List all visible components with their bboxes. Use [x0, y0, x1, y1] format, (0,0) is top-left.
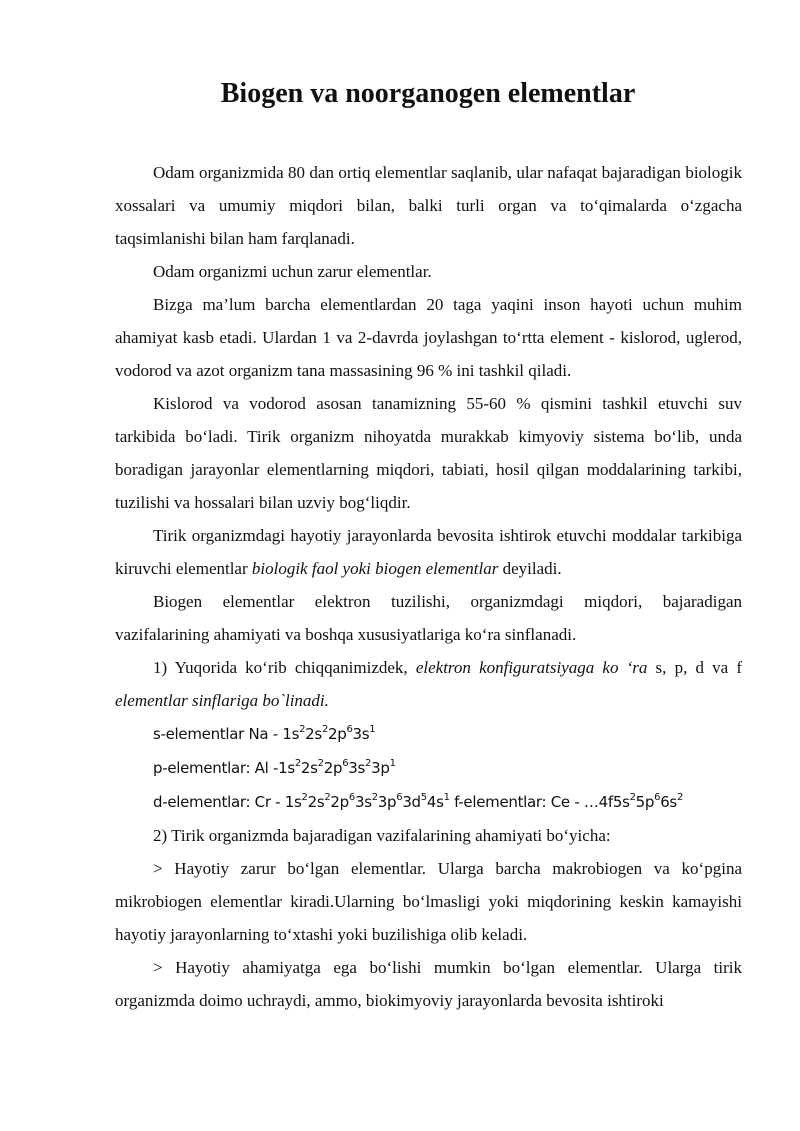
paragraph-biogen-definition: Tirik organizmdagi hayotiy jarayonlarda bevosita ishtirok etuvchi moddalar tarkibiga kiruvchi elementlar biologik faol yoki biogen elementlar deyiladi. — [115, 526, 742, 578]
paragraph-subheading: Odam organizmi uchun zarur elementlar. — [153, 262, 432, 281]
paragraph-essential-elements: Bizga ma’lum barcha elementlardan 20 taga yaqini inson hayoti uchun muhim ahamiyat kasb etadi. Ulardan 1 va 2-davrda joylashgan to‘rtta element - kislorod, uglerod, vodorod va azot organizm tana massasining 96 % ini tashkil qiladi. — [115, 295, 742, 380]
paragraph-function-classification: 2) Tirik organizmda bajaradigan vazifalarining ahamiyati bo‘yicha: — [153, 826, 611, 845]
page-title: Biogen va noorganogen elementlar — [220, 78, 636, 109]
paragraph-oxygen-hydrogen: Kislorod va vodorod asosan tanamizning 55-60 % qismini tashkil etuvchi suv tarkibida bo‘ladi. Tirik organizm nihoyatda murakkab kimyoviy sistema bo‘lib, unda boradigan jarayonlar elementlarning miqdori, tabiati, hosil qilgan moddalarining tarkibi, tuzilishi va hossalari bilan uzviy bog‘liqdir. — [115, 394, 742, 512]
config-s-elements: s-elementlar Na - $1s^22s^22p^63s^1$ — [153, 724, 376, 743]
paragraph-classification: Biogen elementlar elektron tuzilishi, organizmdagi miqdori, bajaradigan vazifalarining ahamiyati va boshqa xususiyatlariga ko‘ra sinflanadi. — [115, 592, 742, 644]
paragraph-possibly-vital-elements: > Hayotiy ahamiyatga ega bo‘lishi mumkin bo‘lgan elementlar. Ularga tirik organizmda doimo uchraydi, ammo, biokimyoviy jarayonlarda bevosita ishtiroki — [115, 958, 742, 1010]
paragraph-intro: Odam organizmida 80 dan ortiq elementlar saqlanib, ular nafaqat bajaradigan biologik xossalari va umumiy miqdori bilan, balki turli organ va to‘qimalarda o‘zgacha taqsimlanishi bilan ham farqlanadi. — [115, 163, 742, 248]
config-d-f-elements: d-elementlar: Cr - $1s^22s^22p^63s^23p^63d^54s^1$ f-elementlar: Ce - $\dots 4f5s^25p^66s^2$ — [153, 792, 684, 811]
document-body — [115, 156, 742, 1017]
config-p-elements: p-elementlar: Al $-1s^22s^22p^63s^23p^1$ — [153, 758, 396, 777]
biogen-term: biologik faol yoki biogen elementlar — [251, 559, 499, 578]
paragraph-electron-config: 1) Yuqorida ko‘rib chiqqanimizdek, elektron konfiguratsiyaga ko ‘ra s, p, d va f elementlar sinflariga bo`linadi. — [115, 658, 742, 710]
paragraph-vital-elements: > Hayotiy zarur bo‘lgan elementlar. Ularga barcha makrobiogen va ko‘pgina mikrobiogen elementlar kiradi.Ularning bo‘lmasligi yoki miqdorining keskin kamayishi hayotiy jarayonlarning to‘xtashi yoki buzilishiga olib keladi. — [115, 859, 742, 944]
